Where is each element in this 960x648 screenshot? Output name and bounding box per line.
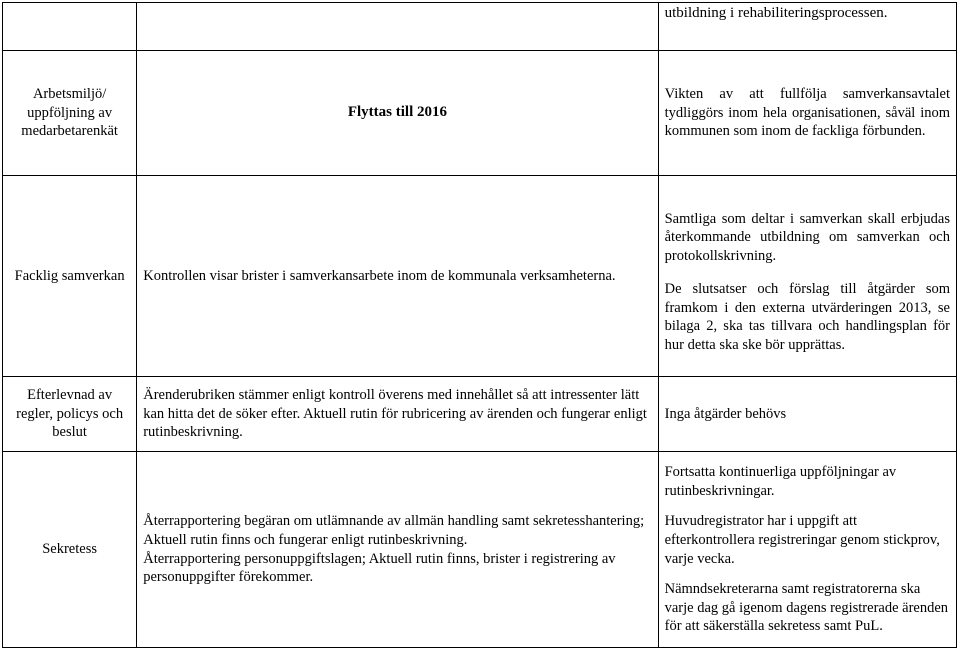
action-cell	[658, 3, 956, 51]
action-text: Inga åtgärder behövs	[664, 405, 787, 422]
area-cell: Arbetsmiljö/ uppföljning av medarbetarenkät	[3, 51, 137, 176]
action-text: utbildning i rehabiliteringsprocessen.	[664, 5, 888, 21]
finding-cell: Flyttas till 2016	[137, 51, 658, 176]
action-text: De slutsatser och förslag till åtgärder som framkom i den externa utvärderingen 2013, se bilaga 2, ska tas tillvara och handlingsplan för hur detta ska ske bör upprättas.	[664, 281, 950, 353]
finding-cell: Ärenderubriken stämmer enligt kontroll överens med innehållet så att intressenter lätt kan hitta det de söker efter. Aktuell rutin för rubricering av ärenden och fungerar enligt rutinbeskrivning.	[137, 377, 658, 452]
area-cell: Sekretess	[3, 452, 137, 648]
action-cell	[658, 452, 956, 648]
action-text: Fortsatta kontinuerliga uppföljningar av rutinbeskrivningar.	[664, 464, 897, 499]
area-cell: Efterlevnad av regler, policys och beslut	[3, 377, 137, 452]
table-row	[3, 452, 957, 648]
control-results-table	[2, 2, 957, 648]
finding-cell: Kontrollen visar brister i samverkansarbete inom de kommunala verksamheterna.	[137, 176, 658, 377]
action-text: Nämndsekreterarna samt registratorerna ska varje dag gå igenom dagens registrerade ärenden för att säkerställa sekretess samt PuL.	[664, 581, 949, 635]
table-row	[3, 377, 957, 452]
table-row	[3, 3, 957, 51]
finding-cell	[137, 452, 658, 648]
action-text: Huvudregistrator har i uppgift att efterkontrollera registreringar genom stickprov, varje vecka.	[664, 513, 940, 567]
table-row	[3, 176, 957, 377]
finding-text: Återrapportering begäran om utlämnande av allmän handling samt sekretesshantering; Aktuell rutin finns och fungerar enligt rutinbeskrivning.	[143, 513, 645, 548]
action-cell	[658, 377, 956, 452]
action-text: Vikten av att fullfölja samverkansavtalet tydliggörs inom hela organisationen, såväl inom kommunen som inom de fackliga förbunden.	[664, 86, 950, 140]
finding-cell	[137, 3, 658, 51]
finding-text: Återrapportering personuppgiftslagen; Aktuell rutin finns, brister i registrering av personuppgifter förekommer.	[143, 550, 616, 586]
table-row	[3, 51, 957, 176]
action-text: Samtliga som deltar i samverkan skall erbjudas återkommande utbildning om samverkan och protokollskrivning.	[664, 210, 950, 264]
area-cell	[3, 3, 137, 51]
action-cell	[658, 51, 956, 176]
action-cell	[658, 176, 956, 377]
area-cell: Facklig samverkan	[3, 176, 137, 377]
